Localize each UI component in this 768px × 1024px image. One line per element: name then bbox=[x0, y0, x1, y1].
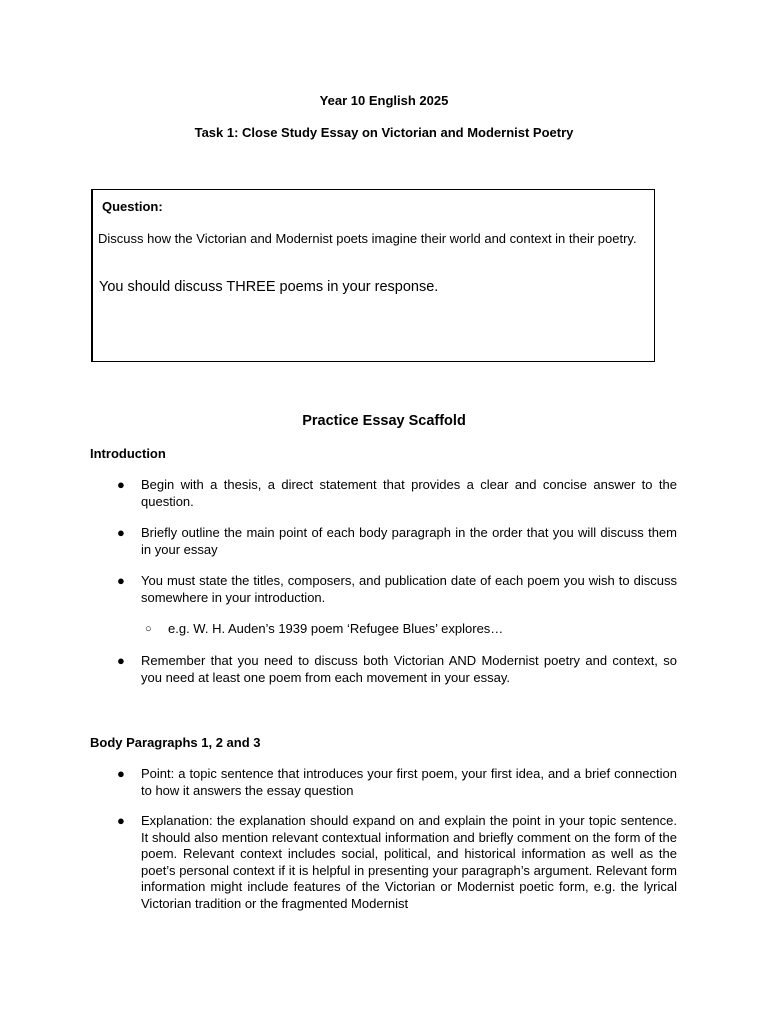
question-text: Discuss how the Victorian and Modernist poets imagine their world and context in their poetry. bbox=[98, 231, 637, 246]
list-item bbox=[117, 813, 677, 912]
bullet-icon: ● bbox=[117, 477, 125, 492]
course-title: Year 10 English 2025 bbox=[319, 93, 449, 108]
list-item bbox=[117, 766, 677, 799]
bullet-icon: ● bbox=[117, 766, 125, 781]
circle-bullet-icon: ○ bbox=[145, 623, 152, 635]
bullet-icon: ● bbox=[117, 813, 125, 828]
bullet-text: Begin with a thesis, a direct statement that provides a clear and concise answer to the question. bbox=[141, 477, 677, 509]
question-instruction: You should discuss THREE poems in your response. bbox=[99, 279, 439, 295]
list-item bbox=[117, 477, 677, 510]
bullet-icon: ● bbox=[117, 573, 125, 588]
sub-list-item bbox=[145, 621, 668, 638]
bullet-text: Explanation: the explanation should expand on and explain the point in your topic sentence. It should also mention relevant contextual information and briefly comment on the form of the poem. Relevant context includes social, political, and historical information as well as the poet’s personal context if it is helpful in presenting your paragraph’s argument. Relevant form information might include features of the Victorian or Modernist poetic form, e.g. the lyrical Victorian tradition or the fragmented Modernist bbox=[141, 813, 677, 911]
sub-bullet-text: e.g. W. H. Auden’s 1939 poem ‘Refugee Blues’ explores… bbox=[168, 621, 504, 636]
list-item bbox=[117, 573, 677, 606]
question-label: Question: bbox=[102, 199, 163, 214]
bullet-text: You must state the titles, composers, and publication date of each poem you wish to discuss somewhere in your introduction. bbox=[141, 573, 677, 605]
bullet-text: Remember that you need to discuss both Victorian AND Modernist poetry and context, so you need at least one poem from each movement in your essay. bbox=[141, 653, 677, 685]
list-item bbox=[117, 653, 677, 686]
task-title: Task 1: Close Study Essay on Victorian and Modernist Poetry bbox=[194, 125, 574, 140]
bullet-text: Point: a topic sentence that introduces your first poem, your first idea, and a brief connection to how it answers the essay question bbox=[141, 766, 677, 798]
bullet-icon: ● bbox=[117, 653, 125, 668]
bullet-text: Briefly outline the main point of each body paragraph in the order that you will discuss them in your essay bbox=[141, 525, 677, 557]
question-box bbox=[91, 189, 655, 362]
scaffold-title: Practice Essay Scaffold bbox=[302, 413, 466, 429]
body-paragraphs-heading: Body Paragraphs 1, 2 and 3 bbox=[90, 735, 261, 750]
bullet-icon: ● bbox=[117, 525, 125, 540]
list-item bbox=[117, 525, 677, 558]
introduction-heading: Introduction bbox=[90, 446, 166, 461]
